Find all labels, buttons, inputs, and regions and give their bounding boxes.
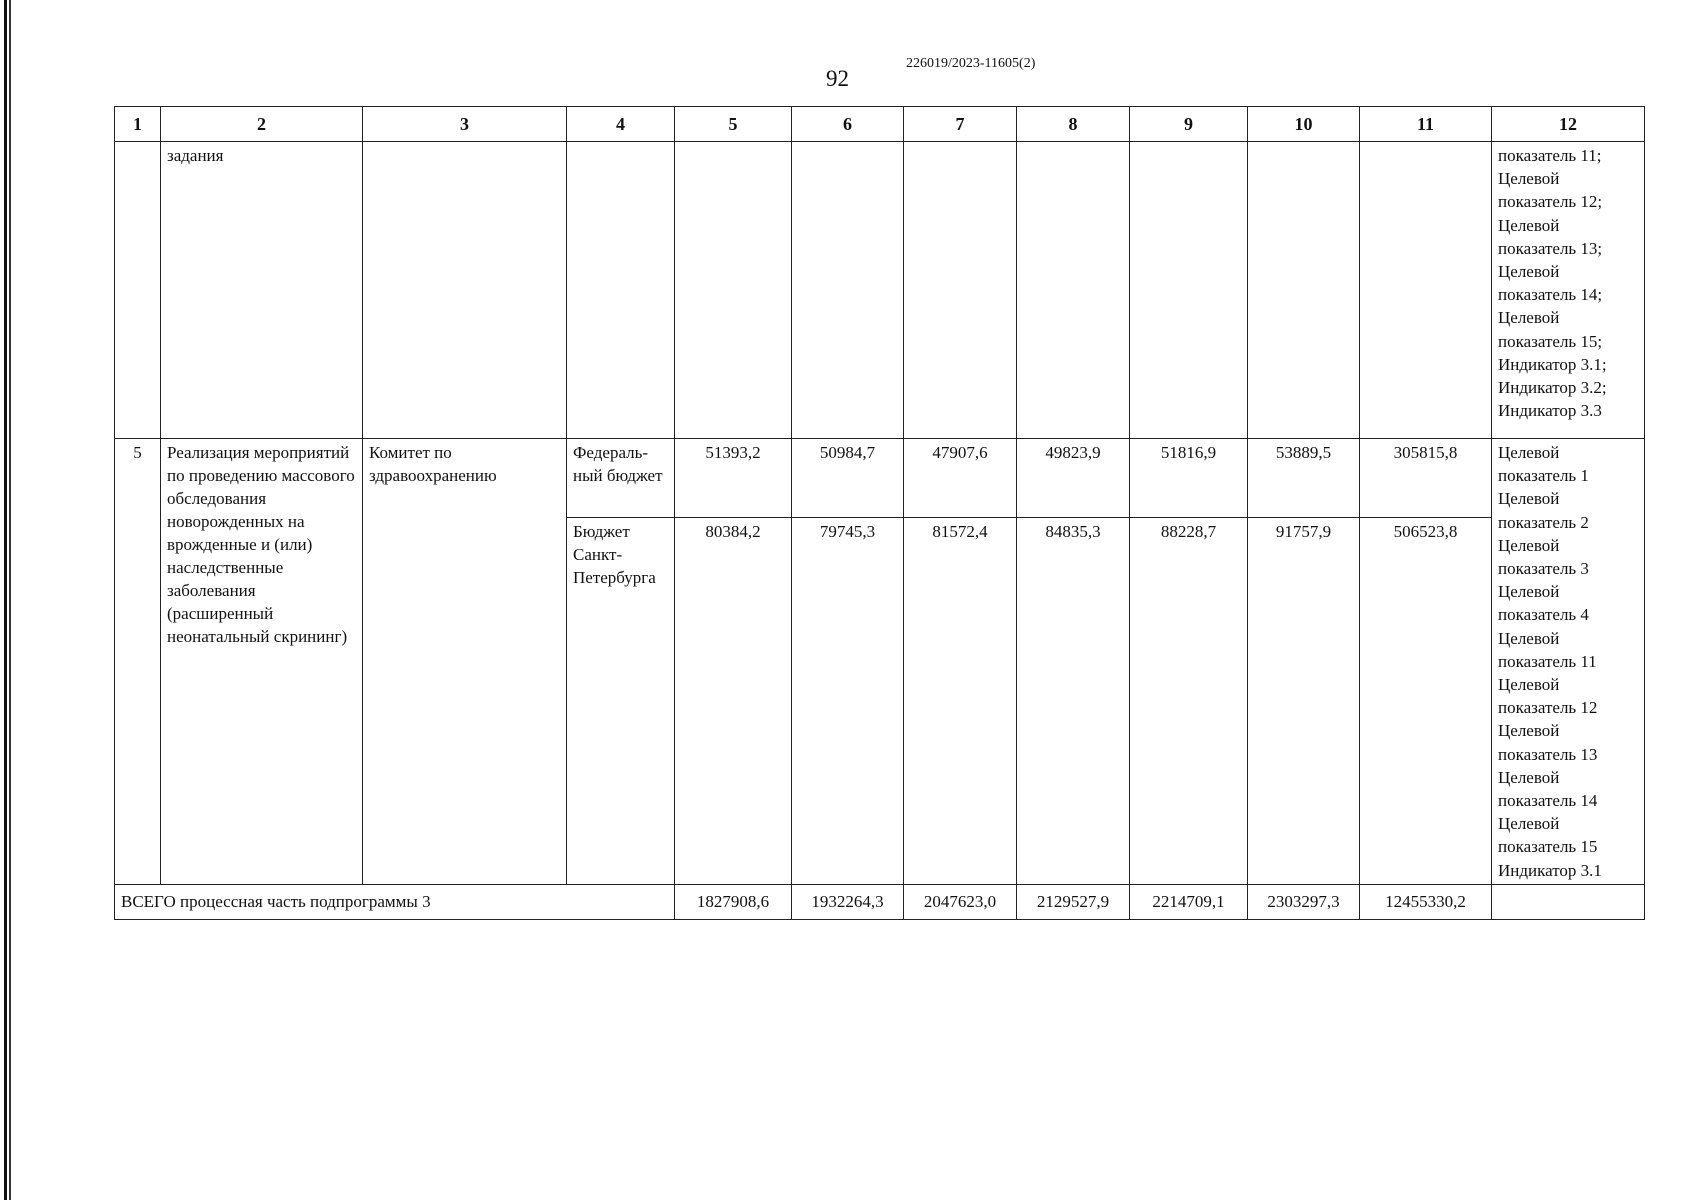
table-cell <box>675 142 792 439</box>
measure-name: Реализация мероприятий по проведению массового обследования новорожденных на врожденные и (или) наследственные заболевания (расширенный неонатальный скрининг) <box>161 439 363 885</box>
executor-name: Комитет по здравоохранению <box>363 439 567 885</box>
value-cell: 49823,9 <box>1017 439 1130 518</box>
column-header: 4 <box>567 107 675 142</box>
total-value: 2047623,0 <box>904 884 1017 919</box>
column-header: 2 <box>161 107 363 142</box>
column-header: 9 <box>1130 107 1248 142</box>
total-value: 2129527,9 <box>1017 884 1130 919</box>
continued-indicators-cell: показатель 11; Целевой показатель 12; Целевой показатель 13; Целевой показатель 14; Целевой показатель 15; Индикатор 3.1; Индикатор 3.2; Индикатор 3.3 <box>1492 142 1645 439</box>
column-header: 3 <box>363 107 567 142</box>
total-value: 2214709,1 <box>1130 884 1248 919</box>
funding-source: Федераль-ный бюджет <box>567 439 675 518</box>
continued-row <box>115 142 1645 439</box>
table-cell <box>1248 142 1360 439</box>
table-cell <box>115 142 161 439</box>
column-header: 10 <box>1248 107 1360 142</box>
column-header: 5 <box>675 107 792 142</box>
column-header: 6 <box>792 107 904 142</box>
continued-name-cell: задания <box>161 142 363 439</box>
scan-edge <box>4 0 12 1200</box>
value-cell: 84835,3 <box>1017 518 1130 885</box>
table-cell <box>363 142 567 439</box>
column-header: 7 <box>904 107 1017 142</box>
total-value: 2303297,3 <box>1248 884 1360 919</box>
funding-source: Бюджет Санкт-Петербурга <box>567 518 675 885</box>
header-row <box>115 107 1645 142</box>
value-cell: 88228,7 <box>1130 518 1248 885</box>
table-cell <box>904 142 1017 439</box>
indicators-cell: Целевой показатель 1 Целевой показатель 2 Целевой показатель 3 Целевой показатель 4 Целевой показатель 11 Целевой показатель 12 Целевой показатель 13 Целевой показатель 14 Целевой показатель 15 Индикатор 3.1 <box>1492 439 1645 885</box>
table-cell <box>1017 142 1130 439</box>
total-label: ВСЕГО процессная часть подпрограммы 3 <box>115 884 675 919</box>
value-cell: 53889,5 <box>1248 439 1360 518</box>
total-row <box>115 884 1645 919</box>
column-header: 11 <box>1360 107 1492 142</box>
value-cell: 47907,6 <box>904 439 1017 518</box>
value-cell: 51816,9 <box>1130 439 1248 518</box>
table-cell <box>1130 142 1248 439</box>
total-value: 1932264,3 <box>792 884 904 919</box>
value-cell: 305815,8 <box>1360 439 1492 518</box>
row-5-federal <box>115 439 1645 518</box>
document-id: 226019/2023-11605(2) <box>906 56 1036 71</box>
value-cell: 506523,8 <box>1360 518 1492 885</box>
total-value: 12455330,2 <box>1360 884 1492 919</box>
column-header: 8 <box>1017 107 1130 142</box>
row-number: 5 <box>115 439 161 885</box>
value-cell: 79745,3 <box>792 518 904 885</box>
total-value: 1827908,6 <box>675 884 792 919</box>
budget-table <box>114 106 1645 920</box>
table-cell <box>1360 142 1492 439</box>
value-cell: 91757,9 <box>1248 518 1360 885</box>
column-header: 1 <box>115 107 161 142</box>
table-cell <box>792 142 904 439</box>
value-cell: 51393,2 <box>675 439 792 518</box>
table-cell <box>1492 884 1645 919</box>
value-cell: 50984,7 <box>792 439 904 518</box>
column-header: 12 <box>1492 107 1645 142</box>
value-cell: 80384,2 <box>675 518 792 885</box>
value-cell: 81572,4 <box>904 518 1017 885</box>
table-cell <box>567 142 675 439</box>
page-number: 92 <box>826 66 849 91</box>
